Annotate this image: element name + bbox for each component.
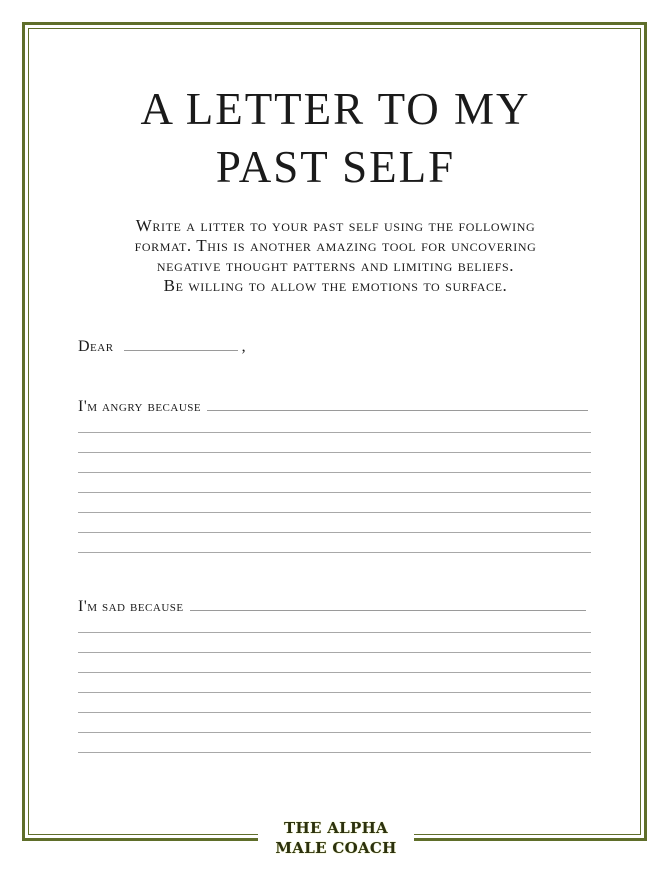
- recipient-name-field[interactable]: [124, 338, 238, 351]
- brand-logo: [258, 812, 414, 864]
- angry-writing-line[interactable]: [78, 472, 591, 473]
- sad-writing-line[interactable]: [78, 692, 591, 693]
- brand-line-2: MALE COACH: [275, 839, 397, 857]
- angry-writing-line[interactable]: [78, 552, 591, 553]
- title-line-1: A LETTER TO MY: [140, 84, 531, 134]
- sad-writing-line[interactable]: [78, 632, 591, 633]
- instructions-line-2: format. This is another amazing tool for uncovering: [134, 236, 537, 255]
- instructions-line-1: Write a litter to your past self using the following: [135, 216, 536, 235]
- instructions: [60, 216, 611, 296]
- angry-writing-line[interactable]: [78, 432, 591, 433]
- angry-answer-first-line[interactable]: [207, 398, 588, 411]
- angry-prompt-label: I'm angry because: [78, 398, 202, 415]
- sad-writing-line[interactable]: [78, 752, 591, 753]
- sad-prompt-row: [78, 598, 586, 616]
- angry-prompt-row: [78, 398, 588, 416]
- angry-writing-line[interactable]: [78, 512, 591, 513]
- instructions-line-3: negative thought patterns and limiting beliefs.: [156, 256, 515, 275]
- sad-answer-first-line[interactable]: [190, 598, 586, 611]
- sad-writing-line[interactable]: [78, 712, 591, 713]
- angry-writing-line[interactable]: [78, 532, 591, 533]
- instructions-line-4: Be willing to allow the emotions to surface.: [163, 276, 508, 295]
- title-line-2: PAST SELF: [215, 142, 456, 192]
- sad-writing-line[interactable]: [78, 672, 591, 673]
- sad-writing-line[interactable]: [78, 652, 591, 653]
- angry-writing-line[interactable]: [78, 492, 591, 493]
- brand-line-1: THE ALPHA: [284, 819, 388, 837]
- greeting-comma: ,: [241, 338, 247, 355]
- greeting-row: [78, 338, 246, 356]
- sad-writing-line[interactable]: [78, 732, 591, 733]
- sad-prompt-label: I'm sad because: [78, 598, 184, 615]
- angry-writing-line[interactable]: [78, 452, 591, 453]
- page-title: [0, 80, 671, 196]
- greeting-label: Dear: [78, 338, 114, 355]
